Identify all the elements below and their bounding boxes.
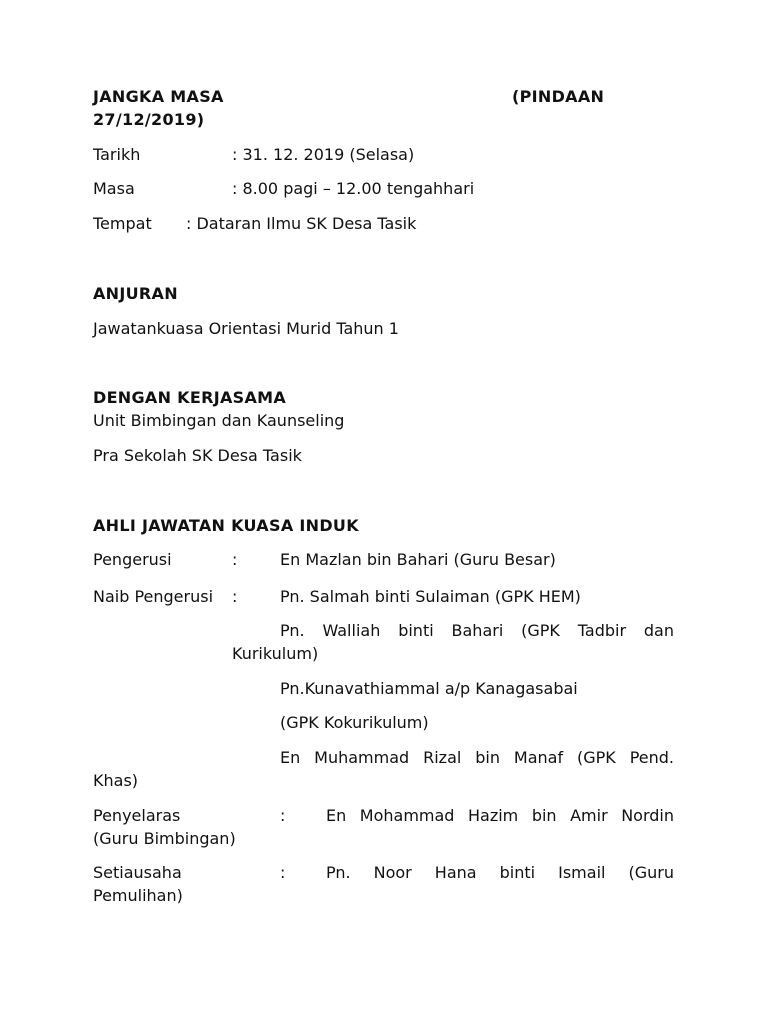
naib-pengerusi-2-line-1: Pn. Walliah binti Bahari (GPK Tadbir dan xyxy=(280,621,674,640)
tarikh-value: : 31. 12. 2019 (Selasa) xyxy=(232,145,415,164)
naib-pengerusi-3-line-2: (GPK Kokurikulum) xyxy=(280,713,429,732)
pengerusi-label: Pengerusi xyxy=(93,550,172,569)
tempat-value: : Dataran Ilmu SK Desa Tasik xyxy=(186,214,417,233)
ajk-heading: AHLI JAWATAN KUASA INDUK xyxy=(93,516,359,535)
penyelaras-label: Penyelaras xyxy=(93,806,181,825)
setiausaha-colon: : xyxy=(280,863,286,882)
naib-pengerusi-colon: : xyxy=(232,587,238,606)
penyelaras-colon: : xyxy=(280,806,286,825)
setiausaha-role: Pemulihan) xyxy=(93,886,183,905)
kerjasama-line-2: Pra Sekolah SK Desa Tasik xyxy=(93,446,302,465)
kerjasama-heading: DENGAN KERJASAMA xyxy=(93,388,287,407)
naib-pengerusi-2-line-2: Kurikulum) xyxy=(232,644,319,663)
anjuran-heading: ANJURAN xyxy=(93,284,178,303)
kerjasama-line-1: Unit Bimbingan dan Kaunseling xyxy=(93,411,345,430)
pengerusi-value: En Mazlan bin Bahari (Guru Besar) xyxy=(280,550,556,569)
setiausaha-label: Setiausaha xyxy=(93,863,182,882)
naib-pengerusi-4-line-2: Khas) xyxy=(93,771,139,790)
naib-pengerusi-label: Naib Pengerusi xyxy=(93,587,214,606)
naib-pengerusi-4-line-1: En Muhammad Rizal bin Manaf (GPK Pend. xyxy=(280,748,674,767)
tempat-label: Tempat xyxy=(93,214,152,233)
naib-pengerusi-value: Pn. Salmah binti Sulaiman (GPK HEM) xyxy=(280,587,581,606)
document-title: JANGKA MASA xyxy=(93,87,224,106)
setiausaha-value: Pn. Noor Hana binti Ismail (Guru xyxy=(326,863,674,882)
pengerusi-colon: : xyxy=(232,550,238,569)
naib-pengerusi-3-line-1: Pn.Kunavathiammal a/p Kanagasabai xyxy=(280,679,578,698)
masa-label: Masa xyxy=(93,179,135,198)
masa-value: : 8.00 pagi – 12.00 tengahhari xyxy=(232,179,475,198)
penyelaras-value: En Mohammad Hazim bin Amir Nordin xyxy=(326,806,674,825)
penyelaras-role: (Guru Bimbingan) xyxy=(93,829,236,848)
anjuran-text: Jawatankuasa Orientasi Murid Tahun 1 xyxy=(93,319,399,338)
tarikh-label: Tarikh xyxy=(93,145,141,164)
pindaan-date: 27/12/2019) xyxy=(93,110,205,129)
pindaan-label: (PINDAAN xyxy=(512,87,605,106)
